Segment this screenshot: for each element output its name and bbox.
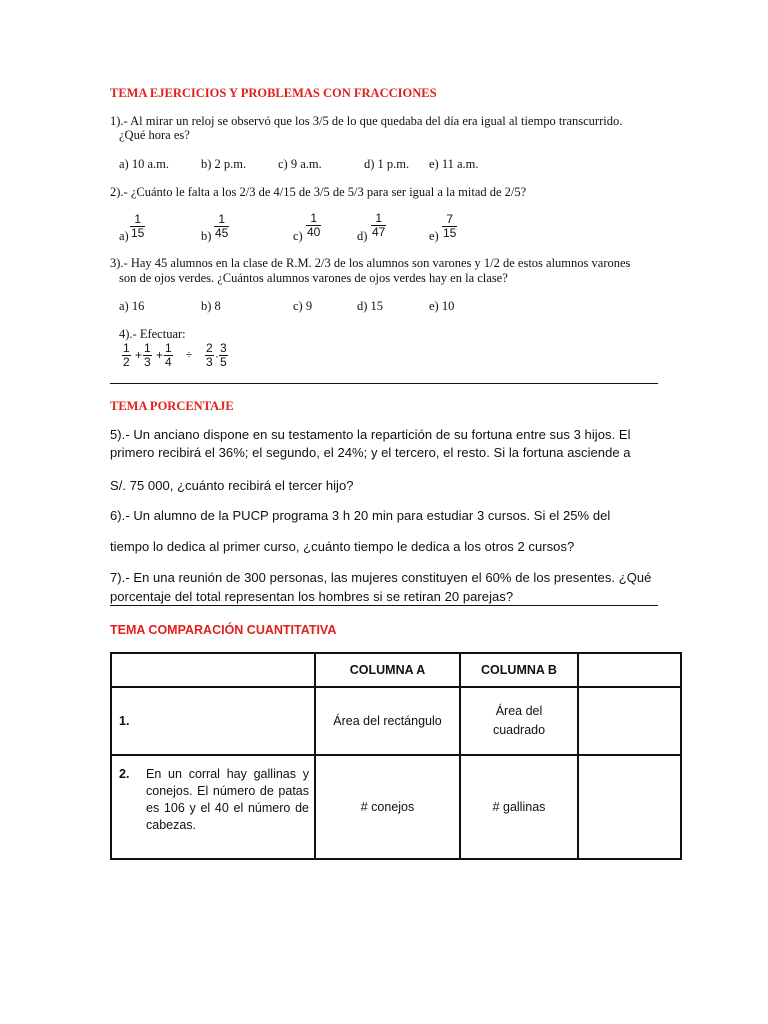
row-1-column-b [460, 687, 578, 755]
fraction-numerator: 1 [144, 341, 151, 355]
q3-text-line2: son de ojos verdes. ¿Cuántos alumnos varones de ojos verdes hay en la clase? [119, 271, 508, 285]
fraction-numerator: 1 [375, 211, 383, 225]
q1-text-line2: ¿Qué hora es? [119, 128, 190, 142]
fraction-numerator: 3 [220, 341, 227, 355]
row-2-column-a: # conejos [315, 755, 460, 859]
row-1-column-b-line2: cuadrado [492, 723, 546, 737]
fraction-numerator: 1 [218, 212, 226, 226]
fraction-denominator: 5 [220, 355, 227, 369]
q4-term-3 [164, 342, 173, 369]
q1-option-a: a) 10 a.m. [119, 157, 169, 171]
q1-option-d: d) 1 p.m. [364, 157, 410, 171]
fraction-numerator: 2 [206, 341, 213, 355]
q3-option-b: b) 8 [201, 299, 221, 313]
q4-product-1 [205, 342, 214, 369]
q2-option-a-label: a) [119, 229, 129, 243]
q2-option-c-label: c) [293, 229, 303, 243]
fraction-denominator: 15 [131, 226, 145, 240]
q1-option-b: b) 2 p.m. [201, 157, 247, 171]
q2-option-d-label: d) [357, 229, 368, 243]
fraction-numerator: 1 [310, 211, 318, 225]
fraction-denominator: 15 [443, 226, 457, 240]
header-cell-empty [111, 653, 315, 687]
q2-option-c-fraction [306, 212, 321, 239]
q2-option-d-fraction [371, 212, 386, 239]
row-1-empty [578, 687, 681, 755]
q3-text-line1: 3).- Hay 45 alumnos en la clase de R.M. 2/3 de los alumnos son varones y 1/2 de estos alumnos varones [110, 256, 631, 270]
q3-option-a: a) 16 [119, 299, 145, 313]
comparison-table [110, 652, 682, 860]
fraction-numerator: 1 [123, 341, 130, 355]
fraction-denominator: 4 [165, 355, 172, 369]
q2-option-a-fraction [130, 213, 145, 240]
fraction-numerator: 1 [165, 341, 172, 355]
q7-line2: porcentaje del total representan los hombres si se retiran 20 parejas? [110, 589, 514, 604]
row-2-empty [578, 755, 681, 859]
q2-option-e-fraction [442, 213, 457, 240]
section-title-porcentaje: TEMA PORCENTAJE [110, 399, 234, 413]
header-column-a: COLUMNA A [315, 653, 460, 687]
q6-line1: 6).- Un alumno de la PUCP programa 3 h 20 min para estudiar 3 cursos. Si el 25% del [110, 508, 611, 523]
table-header-row [111, 653, 681, 687]
table-row [111, 687, 681, 755]
row-2-statement [111, 755, 315, 859]
q4-dot: · [215, 349, 219, 363]
q3-option-c: c) 9 [293, 299, 313, 313]
q4-product-2 [219, 342, 228, 369]
fraction-denominator: 47 [372, 225, 386, 239]
fraction-denominator: 3 [206, 355, 213, 369]
row-1-statement [111, 687, 315, 755]
q4-term-2 [143, 342, 152, 369]
fraction-denominator: 40 [307, 225, 321, 239]
fraction-numerator: 1 [134, 212, 142, 226]
fraction-denominator: 3 [144, 355, 151, 369]
row-2-problem-text: En un corral hay gallinas y conejos. El número de patas es 106 y el 40 el número de cabezas. [146, 767, 309, 832]
q4-divide: ÷ [186, 349, 193, 361]
q4-plus-1: + [135, 348, 143, 362]
q1-option-c: c) 9 a.m. [278, 157, 322, 171]
q3-option-d: d) 15 [357, 299, 384, 313]
row-1-column-a: Área del rectángulo [315, 687, 460, 755]
q5-line3: S/. 75 000, ¿cuánto recibirá el tercer hijo? [110, 478, 354, 493]
fraction-numerator: 7 [446, 212, 454, 226]
row-2-column-b: # gallinas [460, 755, 578, 859]
q2-option-e-label: e) [429, 229, 439, 243]
table-row [111, 755, 681, 859]
fraction-denominator: 2 [123, 355, 130, 369]
q5-line1: 5).- Un anciano dispone en su testamento la repartición de su fortuna entre sus 3 hijos. El [110, 427, 631, 442]
q7-line1: 7).- En una reunión de 300 personas, las mujeres constituyen el 60% de los presentes. ¿Qué [110, 570, 652, 585]
row-number: 1. [119, 714, 130, 728]
q3-option-e: e) 10 [429, 299, 455, 313]
row-number: 2. [119, 767, 130, 781]
q4-plus-2: + [156, 348, 164, 362]
header-cell-empty-right [578, 653, 681, 687]
section-title-comparacion: TEMA COMPARACIÓN CUANTITATIVA [110, 623, 337, 637]
row-1-column-b-line1: Área del [495, 704, 543, 718]
q4-term-1 [122, 342, 131, 369]
q2-option-b-label: b) [201, 229, 212, 243]
q1-option-e: e) 11 a.m. [429, 157, 479, 171]
q6-line2: tiempo lo dedica al primer curso, ¿cuánto tiempo le dedica a los otros 2 cursos? [110, 539, 575, 554]
header-column-b: COLUMNA B [460, 653, 578, 687]
fraction-denominator: 45 [215, 226, 229, 240]
q2-option-b-fraction [214, 213, 229, 240]
q1-text-line1: 1).- Al mirar un reloj se observó que los 3/5 de lo que quedaba del día era igual al tiempo transcurrido. [110, 114, 623, 128]
q4-label: 4).- Efectuar: [119, 327, 186, 341]
q5-line2: primero recibirá el 36%; el segundo, el 24%; y el tercero, el resto. Si la fortuna asciende a [110, 445, 631, 460]
q2-text: 2).- ¿Cuánto le falta a los 2/3 de 4/15 de 3/5 de 5/3 para ser igual a la mitad de 2/5? [110, 185, 527, 199]
divider-fracciones [110, 383, 658, 384]
divider-porcentaje [110, 605, 658, 606]
section-title-fracciones: TEMA EJERCICIOS Y PROBLEMAS CON FRACCIONES [110, 86, 437, 100]
